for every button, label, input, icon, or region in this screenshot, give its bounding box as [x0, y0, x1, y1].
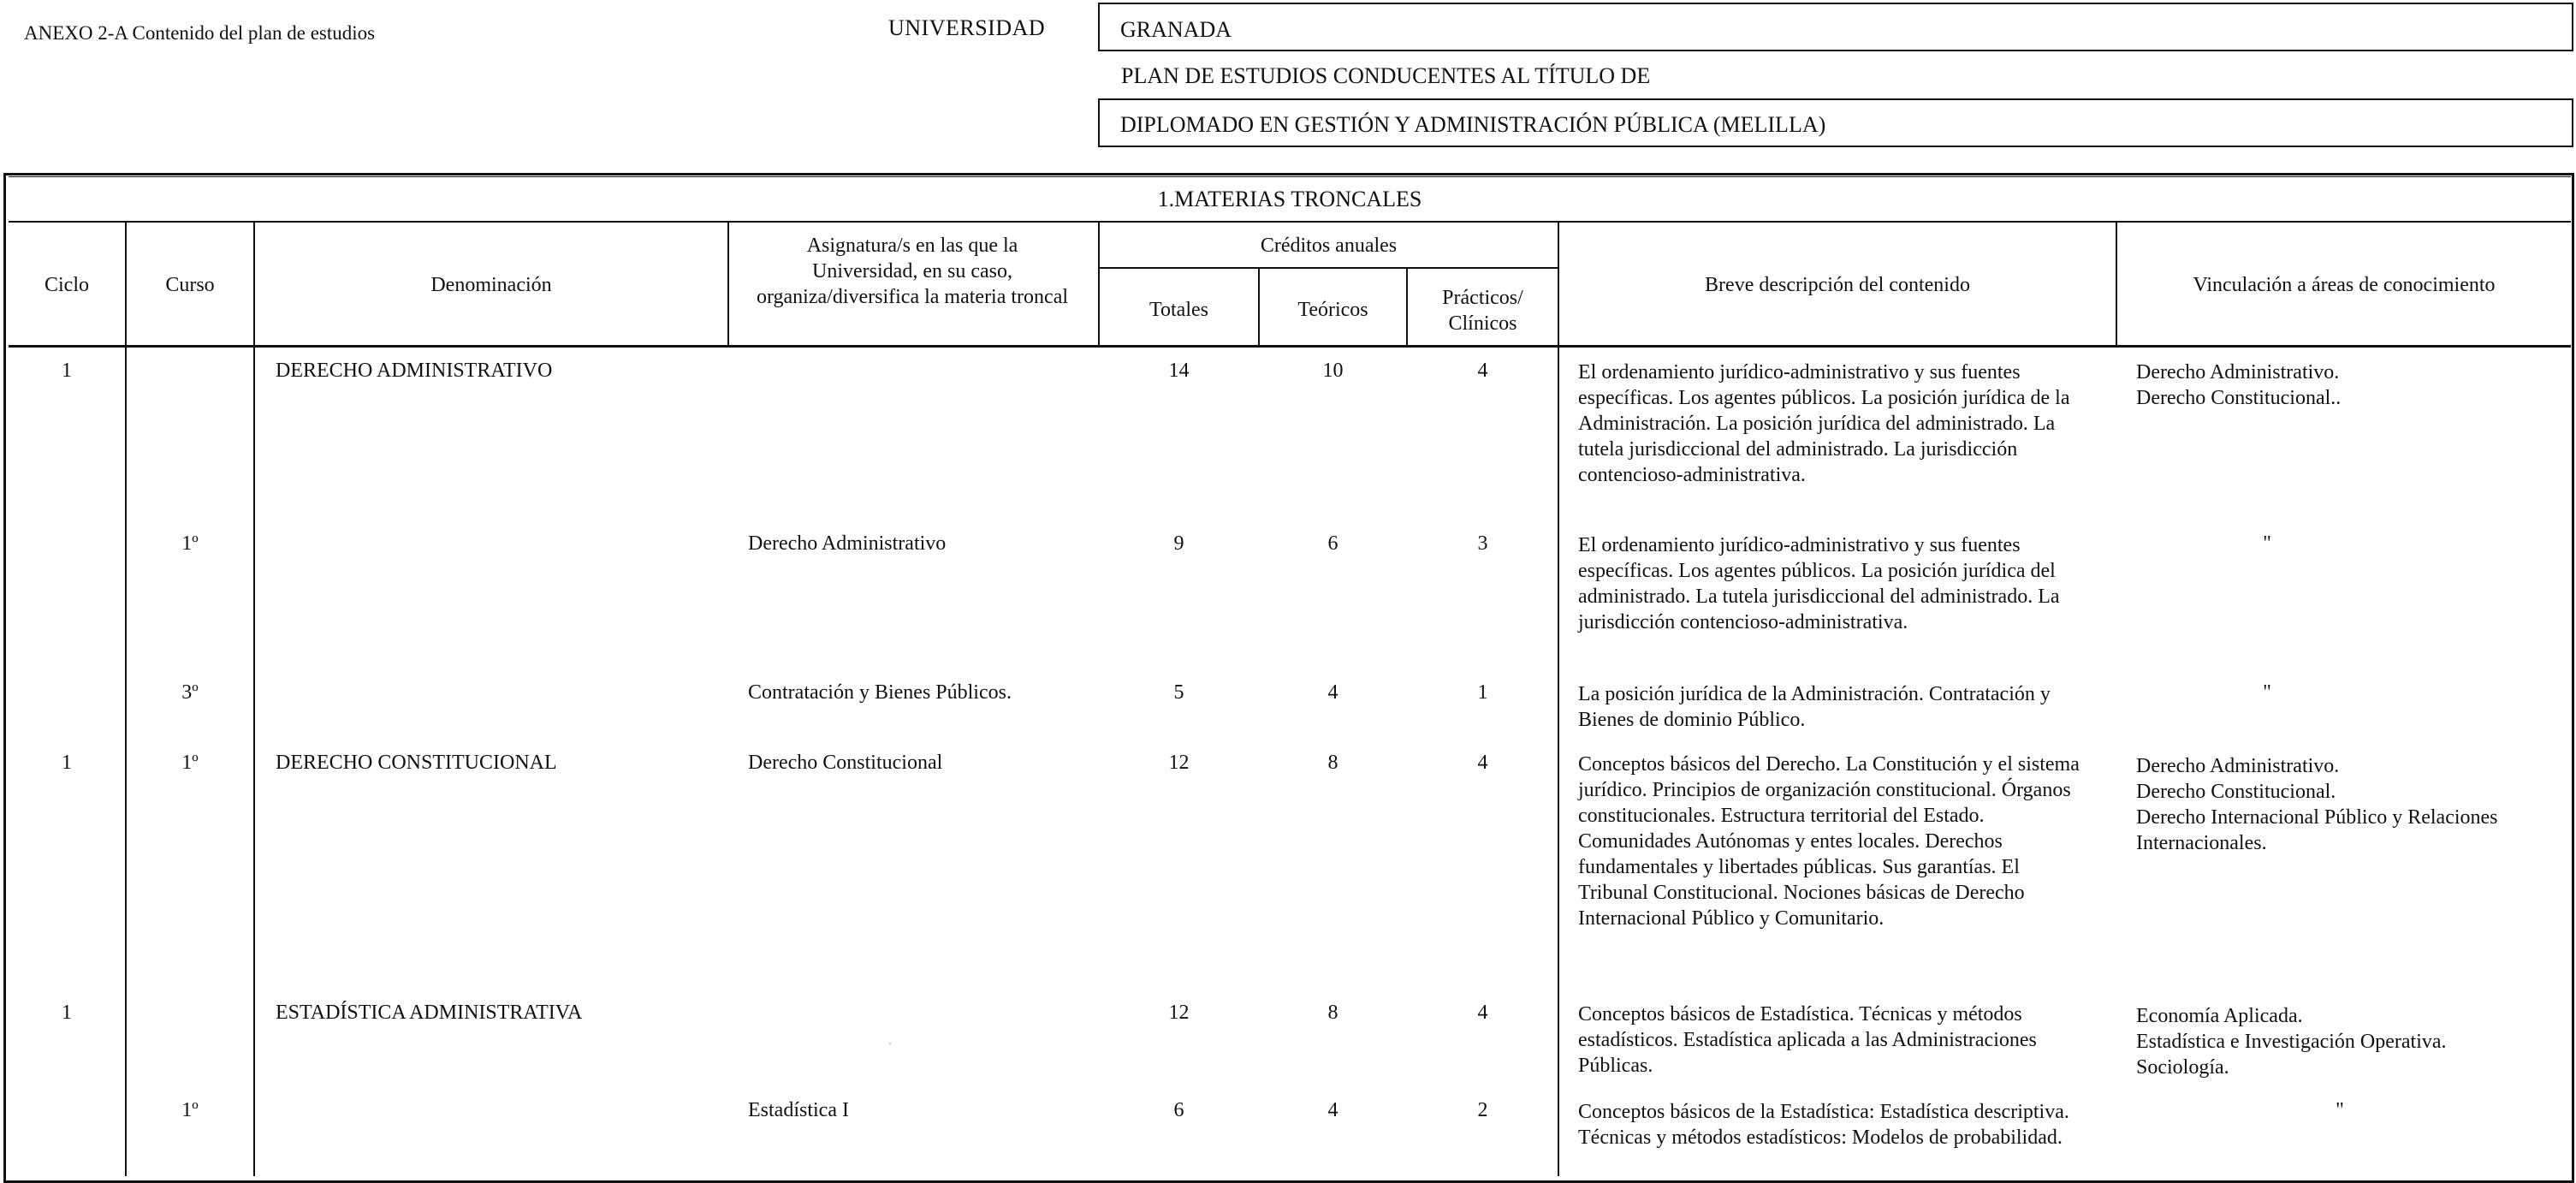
row-totales: 9	[1173, 532, 1184, 555]
row-vinculacion: Derecho Administrativo. Derecho Constitucional. Derecho Internacional Público y Relaciones Internacionales.	[2136, 755, 2498, 854]
section-divider	[9, 221, 2571, 223]
row-descripcion: Conceptos básicos de Estadística. Técnicas y métodos estadísticos. Estadística aplicada a las Administraciones Públicas.	[1578, 1003, 2037, 1077]
row-totales: 5	[1173, 681, 1184, 704]
header-curso: Curso	[165, 274, 215, 296]
header-ciclo: Ciclo	[45, 274, 89, 296]
header-bottom-divider	[9, 345, 2571, 348]
row-curso: 3º	[181, 681, 199, 704]
row-descripcion: Conceptos básicos de la Estadística: Estadística descriptiva. Técnicas y métodos estadísticos: Modelos de probabilidad.	[1578, 1101, 2069, 1149]
row-denominacion: DERECHO CONSTITUCIONAL	[276, 752, 557, 774]
row-curso: 1º	[181, 752, 199, 774]
header-denominacion: Denominación	[430, 274, 552, 296]
row-curso: 1º	[181, 532, 199, 555]
row-practicos: 2	[1477, 1099, 1488, 1121]
col-divider-curso	[253, 221, 255, 1176]
row-vinculacion: "	[2336, 1099, 2344, 1121]
plan-label: PLAN DE ESTUDIOS CONDUCENTES AL TÍTULO DE	[1121, 63, 1651, 88]
university-label: UNIVERSIDAD	[888, 15, 1046, 40]
row-practicos: 1	[1477, 681, 1488, 704]
row-denominacion: ESTADÍSTICA ADMINISTRATIVA	[276, 1002, 583, 1024]
col-divider-teoricos	[1406, 267, 1408, 347]
row-descripcion: El ordenamiento jurídico-administrativo y sus fuentes específicas. Los agentes públicos. La posición jurídica del administrado. La tutela jurisdiccional del administrado. La jurisdicción contencioso-administrativa.	[1578, 534, 2060, 633]
header-descripcion: Breve descripción del contenido	[1705, 274, 1970, 296]
row-asignatura: Estadística I	[748, 1099, 849, 1121]
row-vinculacion: "	[2263, 532, 2271, 555]
row-teoricos: 4	[1327, 681, 1338, 704]
row-ciclo: 1	[62, 360, 72, 382]
row-totales: 6	[1173, 1099, 1184, 1121]
row-practicos: 4	[1477, 752, 1488, 774]
row-practicos: 4	[1477, 360, 1488, 382]
header-totales: Totales	[1149, 299, 1208, 321]
row-teoricos: 4	[1327, 1099, 1338, 1121]
row-vinculacion: Derecho Administrativo. Derecho Constitucional..	[2136, 361, 2342, 409]
degree-title: DIPLOMADO EN GESTIÓN Y ADMINISTRACIÓN PÚBLICA (MELILLA)	[1120, 112, 1826, 137]
scan-mark: ·	[887, 1035, 893, 1052]
row-totales: 12	[1168, 1002, 1190, 1024]
header-vinculacion: Vinculación a áreas de conocimiento	[2193, 274, 2496, 296]
row-asignatura: Derecho Administrativo	[748, 532, 947, 555]
row-descripcion: El ordenamiento jurídico-administrativo y sus fuentes específicas. Los agentes públicos. La posición jurídica de la Administración. La posición jurídica del administrado. La tutela jurisdiccional del administrado. La jurisdicción contencioso-administrativa.	[1578, 361, 2070, 486]
table-inner-border	[9, 176, 2571, 177]
row-teoricos: 8	[1327, 752, 1338, 774]
university-name: GRANADA	[1120, 17, 1232, 42]
row-totales: 12	[1168, 752, 1190, 774]
credits-subheader-divider	[1098, 267, 1558, 269]
header-creditos: Créditos anuales	[1260, 235, 1398, 257]
annex-title: ANEXO 2-A Contenido del plan de estudios	[24, 22, 376, 44]
row-vinculacion: "	[2263, 681, 2271, 704]
header-practicos: Prácticos/ Clínicos	[1442, 287, 1523, 335]
row-denominacion: DERECHO ADMINISTRATIVO	[276, 360, 553, 382]
col-divider-creditos	[1558, 221, 1559, 1176]
row-descripcion: La posición jurídica de la Administración. Contratación y Bienes de dominio Público.	[1578, 683, 2051, 731]
section-title: 1.MATERIAS TRONCALES	[1157, 187, 1422, 211]
row-teoricos: 6	[1327, 532, 1338, 555]
university-name-box	[1098, 3, 2573, 51]
row-descripcion: Conceptos básicos del Derecho. La Constitución y el sistema jurídico. Principios de organización constitucional. Órganos constitucionales. Estructura territorial del Estado. Comunidades Autónomas y entes locales. Derechos fundamentales y libertades públicas. Sus garantías. El Tribunal Constitucional. Nociones básicas de Derecho Internacional Público y Comunitario.	[1578, 753, 2080, 930]
header-asignatura: Asignatura/s en las que la Universidad, en su caso, organiza/diversifica la materia troncal	[756, 235, 1069, 308]
row-curso: 1º	[181, 1099, 199, 1121]
row-asignatura: Contratación y Bienes Públicos.	[748, 681, 1012, 704]
header-teoricos: Teóricos	[1297, 299, 1368, 321]
row-teoricos: 10	[1322, 360, 1344, 382]
row-practicos: 4	[1477, 1002, 1488, 1024]
row-vinculacion: Economía Aplicada. Estadística e Investigación Operativa. Sociología.	[2136, 1005, 2447, 1079]
row-asignatura: Derecho Constitucional	[748, 752, 943, 774]
row-ciclo: 1	[62, 1002, 72, 1024]
degree-title-box	[1098, 98, 2573, 147]
row-ciclo: 1	[62, 752, 72, 774]
row-teoricos: 8	[1327, 1002, 1338, 1024]
row-practicos: 3	[1477, 532, 1488, 555]
row-totales: 14	[1168, 360, 1190, 382]
col-divider-denominacion	[727, 221, 729, 347]
